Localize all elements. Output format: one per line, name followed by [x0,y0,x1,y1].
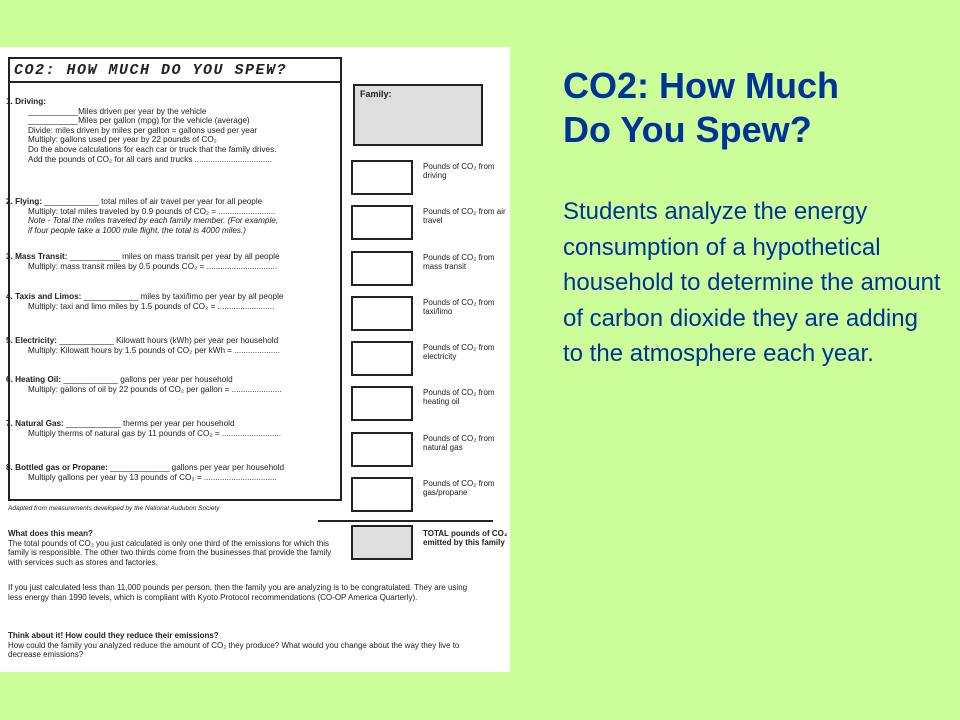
section-heading-blank: _____________ gallons per year per household [107,463,285,472]
answer-box-label: Pounds of CO₂ from mass transit [423,253,495,271]
slide-title-line1: CO2: How Much [563,65,839,106]
section-heading-label: 8. Bottled gas or Propane: [6,463,108,472]
answer-box [351,386,413,421]
section-heading-label: 7. Natural Gas: [6,419,64,428]
section-line: Multiply: gallons used per year by 22 pounds of CO₂ [28,135,217,145]
answer-box [351,432,413,467]
section-heading [6,336,346,346]
worksheet-section [6,419,346,438]
think-section [8,631,478,660]
congrats-text: If you just calculated less than 11,000 pounds per person, then the family you are analyzing is to be congratulated. They are using less energy than 1990 levels, which is compliant with Kyoto Protocol recommendations (CO-OP America Quarterly). [8,583,468,602]
worksheet-section [6,375,346,394]
slide-body: Students analyze the energy consumption of a hypothetical household to determine the amount of carbon dioxide they are adding to the atmosphere each year. [563,198,941,367]
worksheet-section [6,463,346,482]
section-heading [6,292,346,302]
total-rule [318,520,493,522]
answer-box [351,477,413,512]
section-heading [6,252,346,262]
answer-box-label: Pounds of CO₂ from heating oil [423,388,495,406]
worksheet-image [0,47,510,672]
answer-box [351,160,413,195]
answer-box-label: Pounds of CO₂ from air travel [423,207,506,225]
section-heading-blank: ____________ miles by taxi/limo per year by all people [81,292,284,301]
section-heading-blank: ____________ total miles of air travel per year for all people [41,197,263,206]
section-line: Add the pounds of CO₂ for all cars and trucks .................................. [28,154,272,164]
worksheet-section [6,252,346,271]
what-section [8,529,346,567]
section-line: ___________Miles per gallon (mpg) for the vehicle (average) [28,116,250,126]
worksheet-title: CO2: HOW MUCH DO YOU SPEW? [10,59,340,83]
total-answer-box [351,525,413,560]
section-heading [6,419,346,429]
section-heading-label: 2. Flying: [6,197,42,206]
section-line: Divide: miles driven by miles per gallon = gallons used per year [28,125,258,135]
answer-box [351,296,413,331]
worksheet-section [6,292,346,311]
family-box [353,84,483,146]
worksheet-section [6,97,346,164]
section-heading [6,375,346,385]
what-body: The total pounds of CO₂ you just calculated is only one third of the emissions for which this family is responsible. The other two thirds come from the businesses that provide the family with services such as stores and factories. [8,538,332,567]
worksheet-section [6,197,346,235]
section-line: ___________Miles driven per year by the vehicle [28,106,207,116]
section-heading-blank: ____________ therms per year per household [63,419,235,428]
slide-title [563,64,943,152]
section-heading-blank: ___________ miles on mass transit per year by all people [67,252,280,261]
answer-box-label: Pounds of CO₂ from taxi/limo [423,298,495,316]
answer-box [351,251,413,286]
section-line: Do the above calculations for each car or truck that the family drives. [28,144,277,154]
answer-box [351,341,413,376]
think-heading: Think about it! How could they reduce their emissions? [8,631,219,640]
total-label: TOTAL pounds of CO₂ emitted by this family [423,529,508,547]
what-heading: What does this mean? [8,529,93,538]
section-heading [6,97,346,107]
answer-box-label: Pounds of CO₂ from electricity [423,343,495,361]
section-heading [6,463,346,473]
section-line: Multiply: gallons of oil by 22 pounds of CO₂ per gallon = ...................... [28,384,282,394]
section-line: Note - Total the miles traveled by each family member. (For example, [28,216,279,226]
answer-box-label: Pounds of CO₂ from natural gas [423,434,495,452]
answer-box [351,205,413,240]
family-label: Family: [360,89,392,99]
answer-box-label: Pounds of CO₂ from driving [423,162,495,180]
section-line: Multiply gallons per year by 13 pounds of CO₂ = ................................ [28,472,277,482]
section-heading-label: 6. Heating Oil: [6,375,62,384]
section-heading-label: 4. Taxis and Limos: [6,292,82,301]
section-line: Multiply: Kilowatt hours by 1.5 pounds of CO₂ per kWh = .................... [28,345,280,355]
section-heading-blank: ____________ gallons per year per household [61,375,233,384]
section-heading [6,197,346,207]
credit-note: Adapted from measurements developed by the National Audubon Society [8,505,220,512]
worksheet-section [6,336,346,355]
section-heading-label: 1. Driving: [6,97,47,106]
section-line: Multiply therms of natural gas by 11 pounds of CO₂ = .......................... [28,428,282,438]
answer-box-label: Pounds of CO₂ from gas/propane [423,479,495,497]
section-line: if four people take a 1000 mile flight, the total is 4000 miles.) [28,225,247,235]
think-body: How could the family you analyzed reduce the amount of CO₂ they produce? What would you change about the way they live to decrease emissions? [8,640,460,660]
slide-title-line2: Do You Spew? [563,109,812,150]
section-heading-label: 5. Electricity: [6,336,57,345]
section-heading-label: 3. Mass Transit: [6,252,68,261]
section-line: Multiply: total miles traveled by 0.9 pounds of CO₂ = ......................... [28,206,276,216]
section-line: Multiply: mass transit miles by 0.5 pounds CO₂ = ............................... [28,261,278,271]
section-line: Multiply: taxi and limo miles by 1.5 pounds of CO₂ = ......................... [28,301,275,311]
section-heading-blank: ____________ Kilowatt hours (kWh) per year per household [56,336,279,345]
